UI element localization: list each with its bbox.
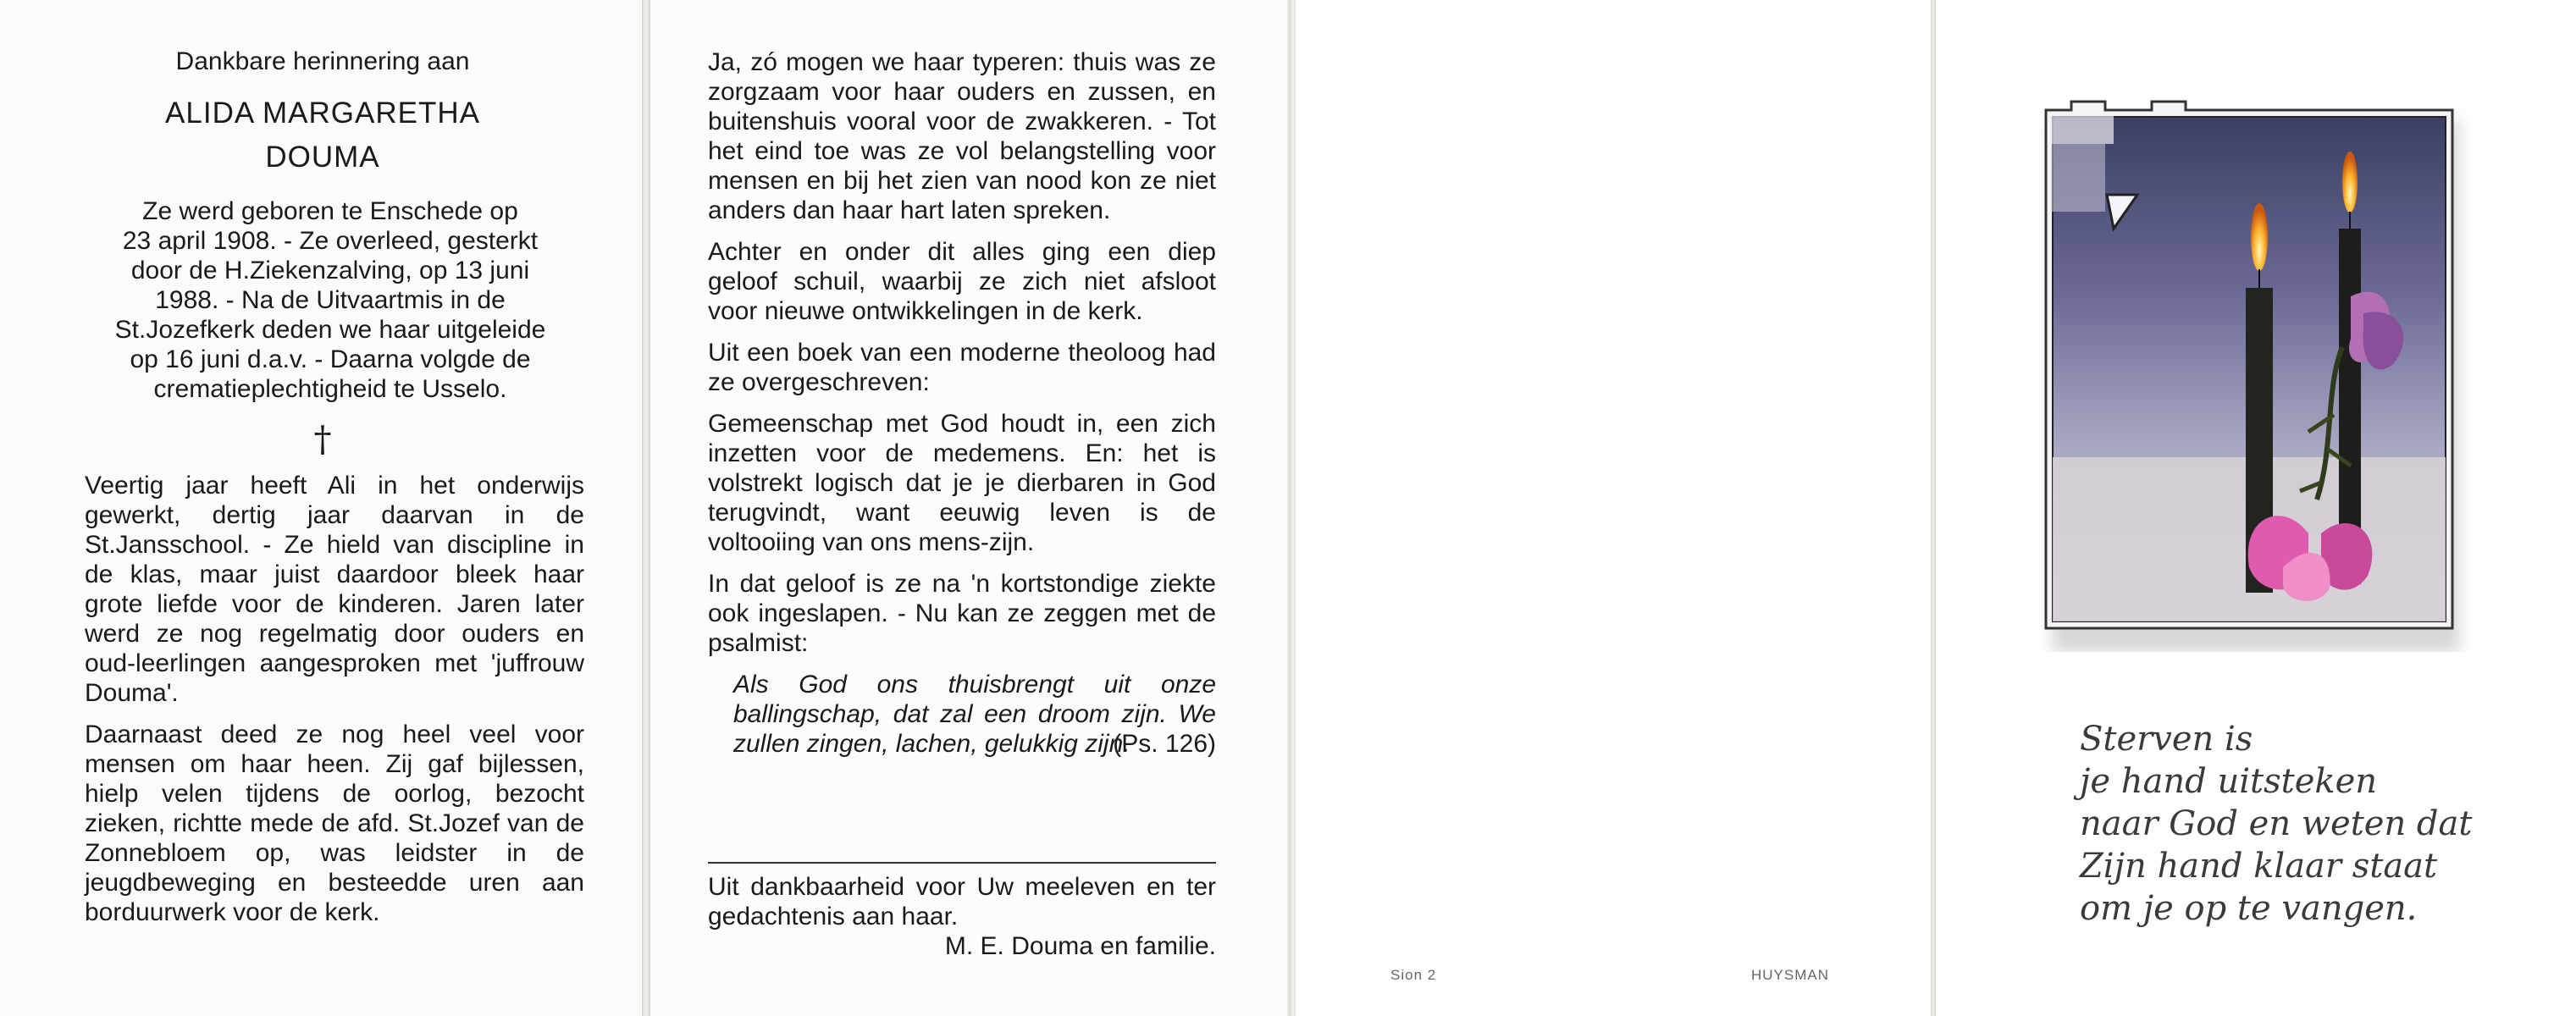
card-panel-center-right	[1296, 0, 1932, 1016]
poem-line: om je op te vangen.	[2080, 889, 2418, 928]
bio-block	[76, 196, 584, 404]
fold-line	[642, 0, 650, 1016]
psalm-reference: (Ps. 126)	[1113, 730, 1216, 758]
thanks-text: Uit dankbaarheid voor Uw meeleven en ter gedachtenis aan haar.	[708, 873, 1216, 930]
paragraph-faith: Achter en onder dit alles ging een diep geloof schuil, waarbij ze zich niet afsloot voor nieuwe ontwikkelingen in de kerk.	[708, 238, 1216, 325]
card-panel-left	[0, 0, 645, 1016]
paragraph-character: Ja, zó mogen we haar typeren: thuis was ze zorgzaam voor haar ouders en zussen, en buitenshuis vooral voor de zwakkeren. - Tot het eind toe was ze vol belangstelling voor mensen en bij het zien van nood kon ze niet anders dan haar hart laten spreken.	[708, 48, 1216, 224]
deceased-name-line1: ALIDA MARGARETHA	[165, 97, 480, 130]
body-text-left	[85, 471, 584, 939]
cross-symbol: †	[313, 418, 332, 460]
bio-line: crematieplechtigheid te Usselo.	[153, 375, 507, 403]
bio-line: door de H.Ziekenzalving, op 13 juni	[130, 257, 530, 284]
print-code: Sion 2	[1390, 967, 1437, 983]
paragraph-passing: In dat geloof is ze na 'n kortstondige ziekte ook ingeslapen. - Nu kan ze zeggen met de psalmist:	[708, 570, 1216, 657]
thanks-block	[708, 872, 1216, 961]
poem-line: naar God en weten dat	[2080, 804, 2473, 843]
printer-name: HUYSMAN	[1751, 967, 1830, 983]
poem-line: je hand uitsteken	[2080, 762, 2378, 801]
bio-line: 23 april 1908. - Ze overleed, gesterkt	[122, 227, 539, 255]
candles-photo	[2029, 93, 2469, 652]
poem	[2080, 718, 2554, 930]
signature: M. E. Douma en familie.	[944, 932, 1216, 960]
body-text-right	[708, 47, 1216, 759]
card-panel-right	[1936, 0, 2576, 1016]
paragraph-quote: Gemeenschap met God houdt in, een zich inzetten voor de medemens. En: het is volstrekt logisch dat je je dierbaren in God terugvindt, want eeuwig leven is de voltooiing van ons mens-zijn.	[708, 410, 1216, 556]
bio-line: St.Jozefkerk deden we haar uitgeleide	[114, 316, 546, 344]
psalm-quote: Als God ons thuisbrengt uit onze ballingschap, dat zal een droom zijn. We zullen zingen, lachen, gelukkig zijn.	[733, 671, 1216, 758]
poem-line: Sterven is	[2080, 720, 2253, 759]
poem-line: Zijn hand klaar staat	[2080, 847, 2438, 886]
paragraph-theologian: Uit een boek van een moderne theoloog had ze overgeschreven:	[708, 339, 1216, 396]
bio-line: Ze werd geboren te Enschede op	[142, 197, 518, 225]
card-panel-center-left	[650, 0, 1287, 1016]
divider	[708, 862, 1216, 864]
paragraph-volunteering: Daarnaast deed ze nog heel veel voor mensen om haar heen. Zij gaf bijlessen, hielp velen tijdens de oorlog, bezocht zieken, richtte mede de afd. St.Jozef van de Zonnebloem op, was leidster in de jeugdbeweging en besteedde uren aan borduurwerk voor de kerk.	[85, 721, 584, 926]
intro-text: Dankbare herinnering aan	[175, 47, 470, 75]
bio-line: 1988. - Na de Uitvaartmis in de	[155, 286, 506, 314]
bio-line: op 16 juni d.a.v. - Daarna volgde de	[130, 345, 531, 373]
deceased-name-line2: DOUMA	[265, 141, 380, 174]
paragraph-career: Veertig jaar heeft Ali in het onderwijs gewerkt, dertig jaar daarvan in de St.Jansschool. - Ze hield van discipline in de klas, maar juist daardoor bleek haar grote liefde voor de kinderen. Jaren later werd ze nog regelmatig door ouders en oud-leerlingen aangesproken met 'juffrouw Douma'.	[85, 472, 584, 707]
